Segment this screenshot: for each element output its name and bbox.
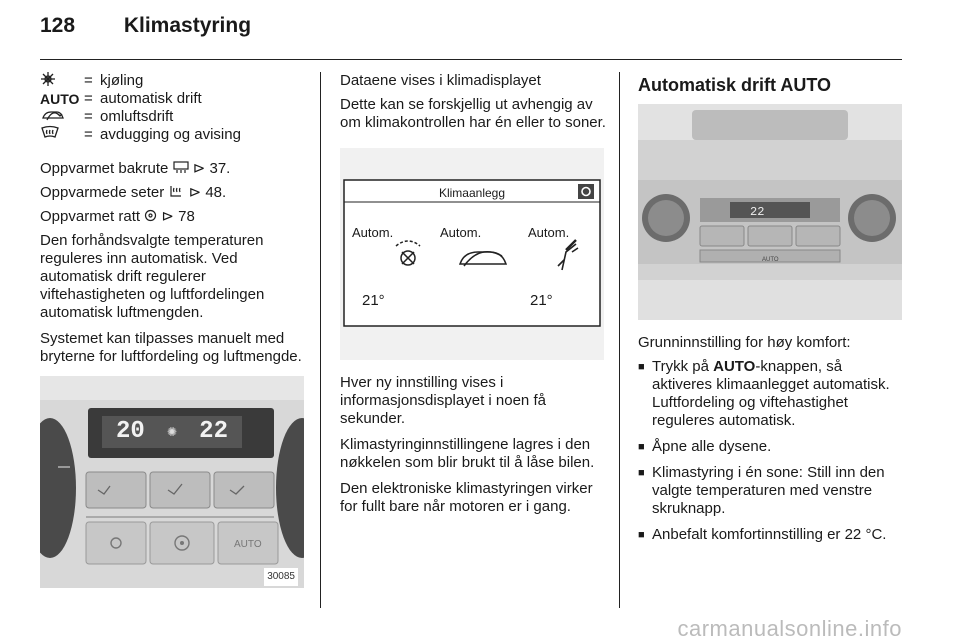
heated-steering-wheel-icon xyxy=(144,209,157,222)
paragraph-rear-window: Oppvarmet bakrute ⊳ 37. xyxy=(40,160,231,177)
page-ref-arrow-icon: ⊳ xyxy=(161,208,174,225)
legend xyxy=(40,72,306,144)
legend-row-auto: AUTO = automatisk drift xyxy=(40,90,202,107)
screen-label-1: Autom. xyxy=(352,225,394,240)
page-header xyxy=(40,14,251,38)
heated-seat-icon xyxy=(168,185,184,199)
paragraph-auto-regulation: Den forhåndsvalgte temperaturen reguleres inn automatisk. Ved automatisk drift regulerer viftehastigheten og luftfordelingen automatisk luftmengden. xyxy=(40,232,265,321)
legend-row-recirculation: = omluftsdrift xyxy=(40,108,306,126)
paragraph-info-display: Hver ny innstilling vises i informasjonsdisplayet i noen få sekunder. xyxy=(340,374,546,427)
list-item: ■ Anbefalt komfortinnstilling er 22 °C. xyxy=(638,526,904,544)
page-ref-arrow-icon: ⊳ xyxy=(188,184,202,201)
display-heading: Dataene vises i klimadisplayet xyxy=(340,72,541,89)
photo-auto-label: AUTO xyxy=(762,257,779,263)
page-title: Klimastyring xyxy=(123,14,252,37)
intro-text: Grunninnstilling for høy komfort: xyxy=(638,334,851,351)
display-temp-right: 22 xyxy=(199,418,228,445)
climate-screen-illustration xyxy=(340,148,604,360)
climate-panel-photo xyxy=(40,376,304,588)
rear-window-heat-icon xyxy=(173,161,189,174)
legend-row-cooling: = kjøling xyxy=(40,72,306,90)
legend-label: avdugging og avising xyxy=(100,126,241,143)
paragraph-heated-seats: Oppvarmede seter ⊳ 48. xyxy=(40,184,227,201)
column-2 xyxy=(340,72,606,524)
legend-label: kjøling xyxy=(100,72,144,89)
paragraph-engine-running: Den elektroniske klimastyringen virker for fullt bare når motoren er i gang. xyxy=(340,480,593,515)
list-item: ■ Trykk på AUTO-knappen, så aktiveres klimaanlegget automatisk. Luftfordeling og viftehastighet reguleres automatisk. xyxy=(638,358,904,430)
recirculation-icon xyxy=(40,107,84,127)
photo-display: 22 xyxy=(750,205,765,219)
column-1 xyxy=(40,72,306,588)
paragraph-key-memory: Klimastyringinnstillingene lagres i den nøkkelen som blir brukt til å låse bilen. xyxy=(340,436,595,471)
watermark: carmanualsonline.info xyxy=(677,616,902,641)
auto-panel-photo xyxy=(638,104,902,320)
paragraph-variants: Dette kan se forskjellig ut avhengig av om klimakontrollen har én eller to soner. xyxy=(340,96,606,131)
page-number: 128 xyxy=(40,14,76,37)
figure-number: 30085 xyxy=(264,568,298,586)
auto-symbol: AUTO xyxy=(40,91,80,107)
section-heading: Automatisk drift AUTO xyxy=(638,75,832,95)
display-temp-left: 20 xyxy=(116,418,145,445)
legend-label: omluftsdrift xyxy=(100,108,174,125)
column-3 xyxy=(638,72,904,552)
defrost-icon xyxy=(40,125,84,145)
fan-icon: ✺ xyxy=(167,423,177,441)
list-item: ■ Klimastyring i én sone: Still inn den valgte temperaturen med venstre skruknapp. xyxy=(638,464,904,518)
snowflake-icon xyxy=(40,71,84,91)
paragraph-heated-wheel: Oppvarmet ratt ⊳ 78 xyxy=(40,208,195,225)
paragraph-manual-adjust: Systemet kan tilpasses manuelt med bryterne for luftfordeling og luftmengde. xyxy=(40,330,302,365)
screen-temp-right: 21° xyxy=(530,292,553,309)
list-item: ■ Åpne alle dysene. xyxy=(638,438,904,456)
photo-display xyxy=(102,416,242,448)
column-divider xyxy=(320,72,321,608)
photo-auto-label: AUTO xyxy=(234,539,262,550)
screen-label-3: Autom. xyxy=(528,225,570,240)
column-divider xyxy=(619,72,620,608)
instruction-list xyxy=(638,358,904,544)
screen-title: Klimaanlegg xyxy=(438,186,506,200)
header-rule xyxy=(40,59,902,60)
photo-knob-left xyxy=(58,466,70,468)
legend-row-defrost: = avdugging og avising xyxy=(40,126,306,144)
screen-temp-left: 21° xyxy=(362,292,385,309)
legend-label: automatisk drift xyxy=(100,90,202,107)
screen-label-2: Autom. xyxy=(440,225,482,240)
page-ref-arrow-icon: ⊳ xyxy=(192,160,206,177)
